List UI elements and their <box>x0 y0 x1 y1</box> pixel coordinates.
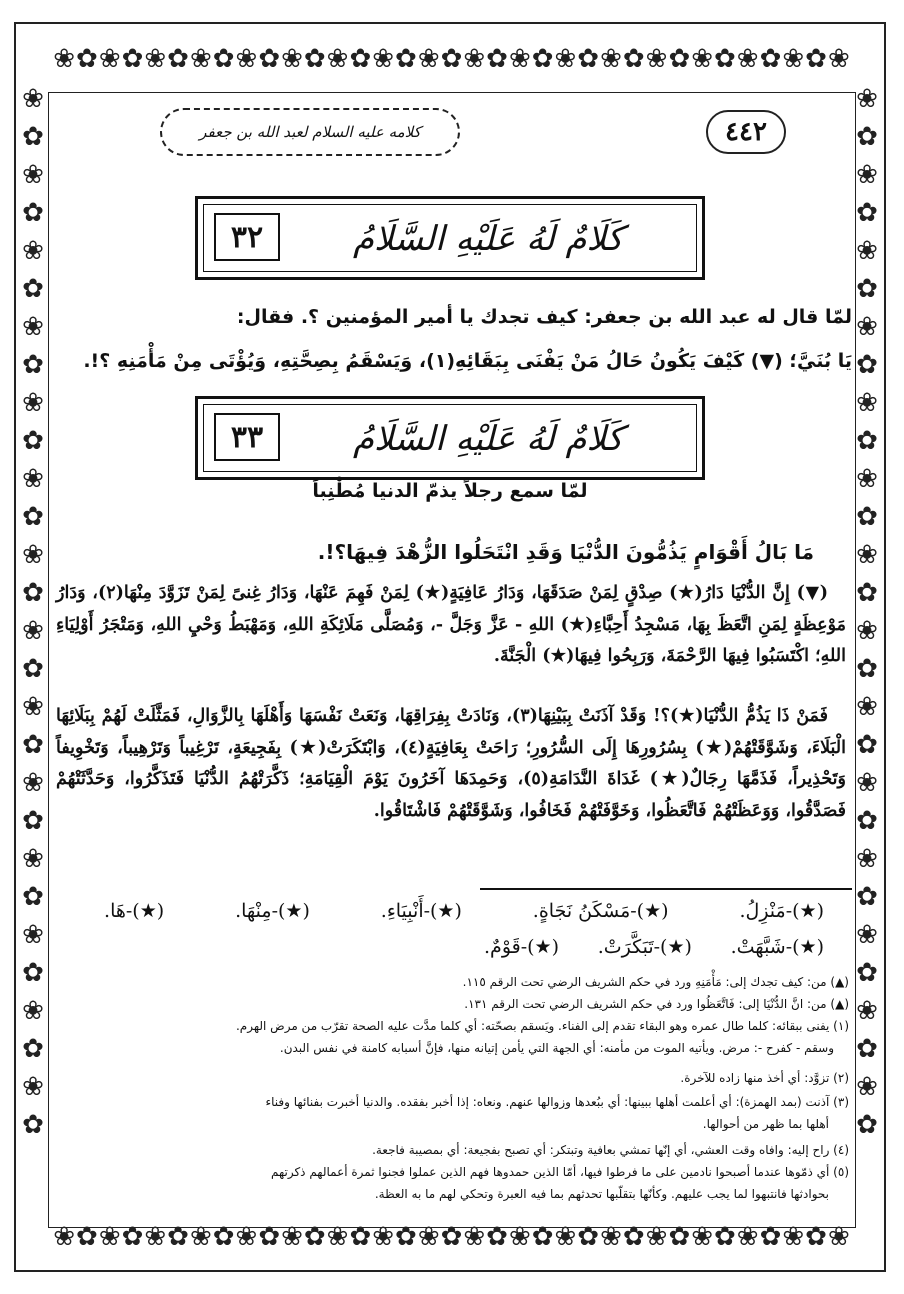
running-header: كلامه عليه السلام لعبد الله بن جعفر <box>160 108 460 156</box>
section-title-box <box>195 396 705 480</box>
variant-reading: (★)-مَسْكَنُ نَجَاةٍ. <box>532 900 669 922</box>
variant-readings-row <box>484 936 824 958</box>
footnote: (٢) تزوَّد: أي أخذ منها زاده للآخرة. <box>680 1071 849 1085</box>
ornament-border-left: ❀✿❀✿❀✿❀✿❀✿❀✿❀✿❀✿❀✿❀✿❀✿❀✿❀✿❀✿ <box>22 84 44 1140</box>
footnote: (٤) راح إليه: وافاه وقت العشي، أي إنّها تمشي بعافية وتبتكر: أي تصبح بفجيعة: أي بمصيبة فاجعة. <box>372 1143 849 1157</box>
saying-text: يَا بُنَيَّ؛ (▼) كَيْفَ يَكُونُ حَالُ مَنْ يَفْنَى بِبَقَائِهِ(١)، وَيَسْقَمُ بِصِحَّتِهِ، وَيُؤْتَى مِنْ مَأْمَنِهِ ؟!. <box>83 350 852 372</box>
variant-reading: (★)-قَوْمٌ. <box>484 936 559 958</box>
saying-question: مَا بَالُ أَقْوَامٍ يَذُمُّونَ الدُّنْيَا وَقَدِ انْتَحَلُوا الزُّهْدَ فِيهَا؟!. <box>317 540 814 564</box>
footnote: (▲) من: انَّ الدُّنْيَا إلى: فَاتَّعَظُوا ورد في حكم الشريف الرضي تحت الرقم ١٣١. <box>464 997 849 1011</box>
footnote: (٥) أي ذمّوها عندما أصبحوا نادمين على ما فرطوا فيها، أمّا الذين حمدوها فهم الذين عملوا فجنوا ثمرة أعمالهم ذكرتهم <box>270 1165 849 1179</box>
footnote-separator <box>480 888 852 890</box>
ornament-border-right: ❀✿❀✿❀✿❀✿❀✿❀✿❀✿❀✿❀✿❀✿❀✿❀✿❀✿❀✿ <box>856 84 878 1140</box>
variant-reading: (★)-أَنْبِيَاءِ. <box>380 900 462 922</box>
ornament-border-top: ❀✿❀✿❀✿❀✿❀✿❀✿❀✿❀✿❀✿❀✿❀✿❀✿❀✿❀✿❀✿❀✿❀✿❀ <box>53 44 851 74</box>
ornament-border-bottom: ❀✿❀✿❀✿❀✿❀✿❀✿❀✿❀✿❀✿❀✿❀✿❀✿❀✿❀✿❀✿❀✿❀✿❀ <box>53 1222 851 1252</box>
footnote: وسقم - كفرح -: مرض. ويأتيه الموت من مأمنه: أي الجهة التي يأمن إتيانه منها، فإنَّ أسبابه كامنة في نفس البدن. <box>279 1041 834 1055</box>
section-intro: لمّا قال له عبد الله بن جعفر: كيف تجدك يا أمير المؤمنين ؟. فقال: <box>236 306 852 328</box>
footnote: (▲) من: كيف تجدك إلى: مَأْمَنِهِ ورد في حكم الشريف الرضي تحت الرقم ١١٥. <box>462 975 849 989</box>
section-intro: لمّا سمع رجلاً يذمّ الدنيا مُطْنِباً <box>312 480 588 502</box>
variant-reading: (★)-تَبَكَّرَتْ. <box>597 936 692 958</box>
footnote: (١) يفنى ببقائه: كلما طال عمره وهو البقاء تقدم إلى الفناء. ويَسقم بصحّته: أي كلما مدَّت عليه الصحة تقرّب من مرض الهرم. <box>235 1019 849 1033</box>
variant-reading: (★)-مِنْهَا. <box>235 900 310 922</box>
variant-reading: (★)-شَبَّهَتْ. <box>730 936 824 958</box>
footnote: أهلها بما ظهر من أحوالها. <box>702 1117 829 1131</box>
section-title-box <box>195 196 705 280</box>
variant-reading: (★)-هَا. <box>104 900 165 922</box>
variant-readings-row <box>104 900 824 922</box>
section-number: ٣٣ <box>214 413 280 461</box>
saying-paragraph: فَمَنْ ذَا يَذُمُّ الدُّنْيَا(★)؟! وَقَدْ آذَنَتْ بِبَيْنِهَا(٣)، وَنَادَتْ بِفِرَاقِهَا، وَنَعَتْ نَفْسَهَا وَأَهْلَهَا بِالزَّوَالِ، فَمَثَّلَتْ لَهُمْ بِبَلَائِهَا الْبَلَاءَ، وَشَوَّقَتْهُمْ(★) بِسُرُورِهَا إِلَى السُّرُورِ؛ رَاحَتْ بِعَافِيَةٍ(٤)، وَابْتَكَرَتْ(★) بِفَجِيعَةٍ، تَرْغِيباً وَتَرْهِيباً، وَتَخْوِيفاً وَتَحْذِيراً، فَذَمَّهَا رِجَالٌ(★) غَدَاةَ النَّدَامَةِ(٥)، وَحَمِدَهَا آخَرُونَ يَوْمَ الْقِيَامَةِ؛ ذَكَّرَتْهُمُ الدُّنْيَا فَتَذَكَّرُوا، وَحَدَّثَتْهُمْ فَصَدَّقُوا، وَوَعَظَتْهُمْ فَاتَّعَظُوا، وَخَوَّفَتْهُمْ فَخَافُوا، وَشَوَّقَتْهُمْ فَاشْتَاقُوا. <box>56 706 846 821</box>
section-number: ٣٢ <box>214 213 280 261</box>
page-number: ٤٤٢ <box>706 110 786 154</box>
saying-paragraph: (▼) إِنَّ الدُّنْيَا دَارُ(★) صِدْقٍ لِمَنْ صَدَقَهَا، وَدَارُ عَافِيَةٍ(★) لِمَنْ فَهِمَ عَنْهَا، وَدَارُ غِنىً لِمَنْ تَزَوَّدَ مِنْهَا(٢)، وَدَارُ مَوْعِظَةٍ لِمَنِ اتَّعَظَ بِهَا، مَسْجِدُ أَحِبَّاءِ(★) اللهِ - عَزَّ وَجَلَّ -، وَمُصَلَّى مَلَائِكَةِ اللهِ، وَمَهْبَطُ وَحْيِ اللهِ، وَمَتْجَرُ أَوْلِيَاءِ اللهِ؛ اكْتَسَبُوا فِيهَا الرَّحْمَةَ، وَرَبِحُوا فِيهَا(★) الْجَنَّةَ. <box>56 583 846 666</box>
variant-reading: (★)-مَنْزِلُ. <box>739 900 824 922</box>
footnote: (٣) آذنت (بمد الهمزة): أي أعلمت أهلها ببينها: أي ببُعدها وزوالها عنهم. ونعاه: إذا أخبر بفقده. والدنيا أخبرت بفنائها وفناء <box>265 1095 849 1109</box>
footnote: بحوادثها فانتبهوا لما يجب عليهم. وكأنّها بتقلّبها تحدثهم بما فيه العبرة وتحكي لهم ما به العظة. <box>374 1187 829 1201</box>
section-title: كَلَامٌ لَهُ عَلَيْهِ السَّلَامُ <box>352 219 624 259</box>
section-title: كَلَامٌ لَهُ عَلَيْهِ السَّلَامُ <box>352 419 624 459</box>
